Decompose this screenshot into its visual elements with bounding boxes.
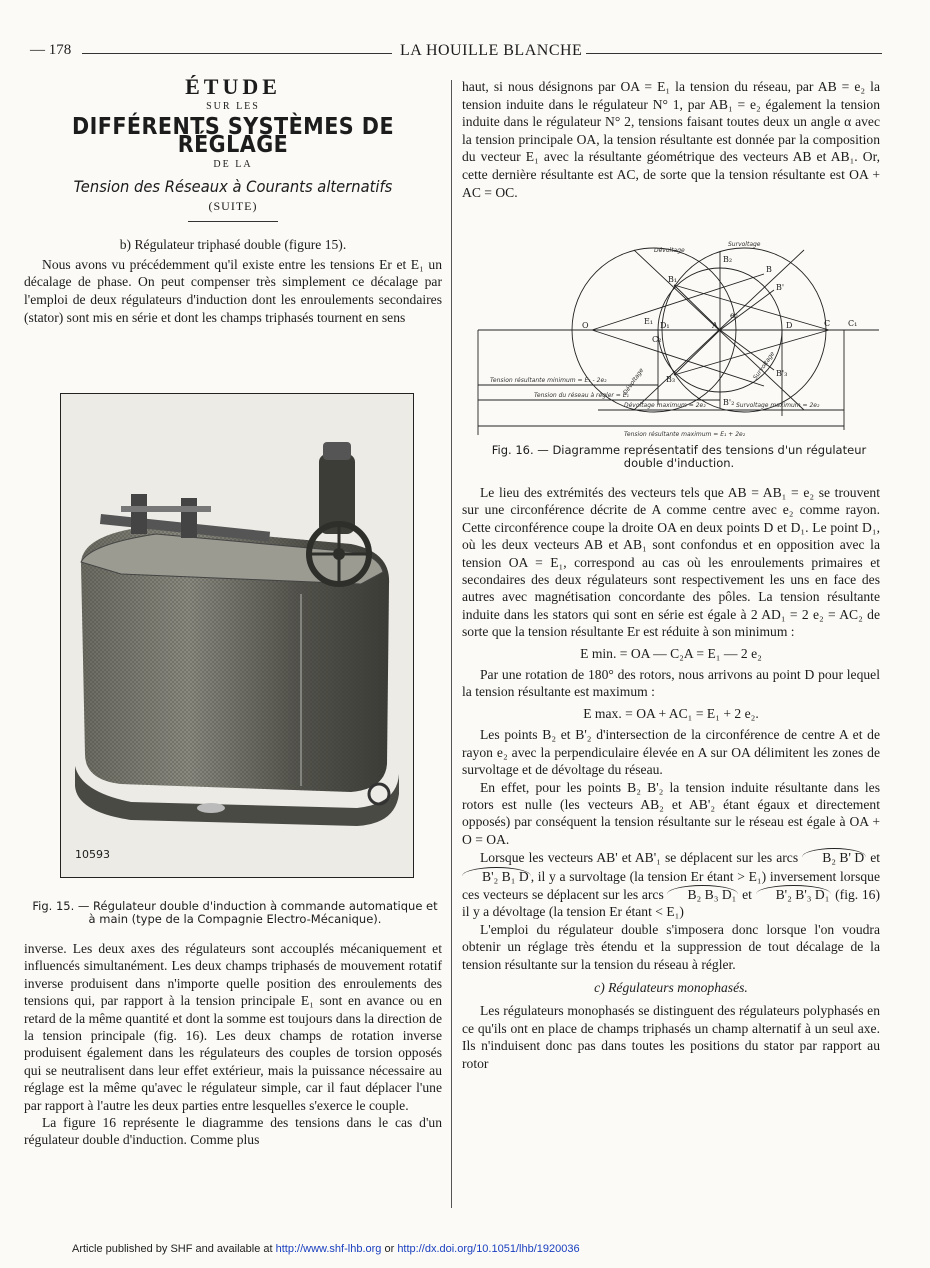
section-heading-c: c) Régulateurs monophasés.	[594, 979, 748, 995]
left-paragraph-3: La figure 16 représente le diagramme des tensions dans le cas d'un régulateur double d'induction. Comme plus	[24, 1115, 442, 1148]
dim-survoltage-max: Survoltage maximum = 2e₂	[736, 402, 820, 409]
arc-1: B₂ B' D	[802, 848, 866, 866]
arc-et-2: et	[742, 886, 752, 902]
right-paragraph-4: Les points B₂ et B'₂ d'intersection de la circonférence de centre A et de rayon e₂ avec la perpendiculaire élevée en A sur OA délimitent les zones de survoltage et de dévoltage du réseau.	[462, 727, 880, 778]
right-column-continued	[462, 484, 880, 1072]
left-column-continued	[24, 940, 442, 1149]
point-C: C	[824, 319, 831, 328]
running-header	[30, 40, 882, 64]
footer-or: or	[384, 1243, 395, 1255]
figure-16-caption: Fig. 16. — Diagramme représentatif des tensions d'un régulateur double d'induction.	[491, 443, 867, 470]
header-rule-right	[586, 53, 882, 54]
photo-number: 10593	[75, 848, 110, 861]
para6-part-a: Lorsque les vecteurs AB' et AB'₁ se déplacent sur les arcs	[480, 850, 799, 866]
footer-link-shf[interactable]: http://www.shf-lhb.org	[275, 1243, 382, 1255]
point-B1: B₁	[668, 275, 678, 284]
journal-title: LA HOUILLE BLANCHE	[400, 42, 583, 59]
page-number: — 178	[30, 42, 72, 58]
formula-max: E max. = OA + AC₁ = E₁ + 2 e₂.	[583, 705, 759, 721]
figure-15-photo	[60, 393, 414, 878]
dim-reseau: Tension du réseau à régler = E₁	[534, 392, 629, 399]
dim-min: Tension résultante minimum = E₁ - 2e₂	[490, 377, 607, 384]
point-B: B	[766, 265, 772, 274]
label-e2: e₂	[730, 311, 738, 320]
point-C2: C₂	[652, 335, 662, 344]
footer	[72, 1243, 580, 1255]
right-column	[462, 78, 880, 201]
point-B2: B₂	[723, 255, 733, 264]
point-C1: C₁	[848, 319, 858, 328]
left-paragraph-1: Nous avons vu précédemment qu'il existe entre les tensions Er et E₁ un décalage de phase. On peut compenser très simplement ce décalage par l'emploi de deux régulateurs d'induction dont les enroulements secondaires (stator) sont mis en série et dont les champs triphasés tournent en sens	[24, 256, 442, 325]
para6-part-b: , il y a survoltage (la tension Er étant > E₁) inversement lorsque ces vecteurs se déplacent sur les arcs	[462, 868, 880, 902]
para6-part-c: (fig. 16) il y a dévoltage (la tension Er étant < E₁)	[462, 886, 880, 920]
point-Bp: B'	[776, 283, 785, 292]
point-Bp2: B'₂	[723, 398, 735, 407]
label-E1: E₁	[644, 317, 654, 326]
arc-2: B'₂ B₁ D	[462, 867, 531, 885]
point-D1: D₁	[660, 321, 670, 330]
footer-link-doi[interactable]: http://dx.doi.org/10.1051/lhb/1920036	[397, 1243, 580, 1255]
label-devoltage: Dévoltage	[654, 247, 685, 254]
left-paragraph-2: inverse. Les deux axes des régulateurs sont accouplés mécaniquement et influencés simultanément. Les deux champs triphasés de mouvement rotatif inverse produisent dans n'importe quelle position des enroulements des tensions qui, par rapport à la tension principale E₁ sont en avance ou en retard de la même quantité et dont la somme est toujours dans la direction de la tension principale (fig. 16). Les deux champs de rotation inverse produisent également dans les régulateurs des couples de torsion opposés qui se neutralisent dans leur effet extérieur, mais la puissance nécessaire au réglage est la même qu'avec le régulateur simple, car il faut déplacer l'une par rapport à l'autre les deux parties entre lesquelles s'exerce le couple.	[24, 941, 442, 1113]
title-etude: ÉTUDE	[185, 74, 281, 99]
section-heading-b: b) Régulateur triphasé double (figure 15).	[119, 237, 347, 253]
right-paragraph-1: haut, si nous désignons par OA = E₁ la tension du réseau, par AB = e₂ la tension induite dans le régulateur N° 1, par AB₁ = e₂ également la tension induite dans le régulateur N° 2, tensions faisant toutes deux un angle α avec la tension principale OA, la tension résultante est donnée par la composition du vecteur E₁ avec la résultante géométrique des vecteurs AB et AB₁. Or, cette dernière résultante est AC, de sorte que la tension résultante est OA + AC = OC.	[462, 79, 880, 200]
label-survoltage-2: Survoltage	[751, 350, 777, 382]
right-paragraph-8: Les régulateurs monophasés se distinguent des régulateurs polyphasés en ce qu'ils ont en place de champs triphasés un champ alternatif à un seul axe. Ils n'induisent donc pas dans toutes les positions du stator par rapport au rotor	[462, 1003, 880, 1071]
regulator-illustration	[61, 394, 413, 877]
title-de-la: DE LA	[213, 159, 253, 171]
left-column	[24, 74, 442, 326]
right-paragraph-7: L'emploi du régulateur double s'imposera donc lorsque l'on voudra obtenir un réglage très étendu et la suppression de tout décalage de la tension résultante sur la tension du réseau à régler.	[462, 921, 880, 972]
arc-3: B₂ B₃ D₁	[667, 885, 738, 903]
label-devoltage-2: Dévoltage	[621, 366, 646, 397]
point-D: D	[786, 321, 793, 330]
right-paragraph-6	[462, 848, 880, 921]
dim-devoltage-max: Dévoltage maximum = 2e₂	[624, 402, 706, 409]
formula-min: E min. = OA — C₂A = E₁ — 2 e₂	[580, 645, 762, 661]
right-paragraph-5: En effet, pour les points B₂ B'₂ la tension induite résultante dans les rotors est nulle (les vecteurs AB₂ et AB'₂ étant égaux et directement opposés) par conséquent la tension résultante sur le réseau est égale à OA + O = OA.	[462, 779, 880, 847]
point-A: A	[712, 321, 718, 330]
point-B3: B₃	[666, 375, 676, 384]
footer-text: Article published by SHF and available at	[72, 1243, 273, 1255]
point-Bp3: B'₃	[776, 369, 788, 378]
arc-4: B'₂ B'₃ D₁	[756, 885, 832, 903]
label-survoltage: Survoltage	[728, 241, 761, 248]
right-paragraph-2: Le lieu des extrémités des vecteurs tels que AB = AB₁ = e₂ se trouvent sur une circonférence décrite de A comme centre avec e₂ comme rayon. Cette circonférence coupe la droite OA en deux points D et D₁. Le point D₁, où les deux vecteurs AB et AB₁ sont confondus et en opposition avec la tension OA = E₁, correspond au cas où les enroulements primaires et secondaires des deux régulateurs sont respectivement les uns en face des autres avec magnétisation concordante des pôles. La tension résultante induite dans les stators qui sont en série est égale à 2 AD₁ = 2 e₂ = AC₂ de sorte que la tension résultante Er est réduite à son minimum :	[462, 485, 880, 640]
figure-15-caption: Fig. 15. — Régulateur double d'induction à commande automatique et à main (type de la Compagnie Electro-Mécanique).	[32, 899, 438, 926]
title-suite: (SUITE)	[208, 198, 258, 213]
article-title: DIFFÉRENTS SYSTÈMES DE RÉGLAGE	[71, 114, 395, 158]
header-rule-left	[82, 53, 392, 54]
title-sur-les: SUR LES	[206, 100, 260, 112]
column-rule	[451, 80, 452, 1208]
title-rule	[188, 221, 278, 222]
point-O: O	[582, 321, 589, 330]
dim-max: Tension résultante maximum = E₁ + 2e₂	[624, 431, 746, 438]
figure-16-diagram	[474, 230, 884, 445]
arc-et-1: et	[870, 850, 881, 866]
right-paragraph-3: Par une rotation de 180° des rotors, nous arrivons au point D pour lequel la tension résultante est maximum :	[462, 667, 880, 700]
article-subtitle: Tension des Réseaux à Courants alternatifs	[73, 176, 393, 196]
